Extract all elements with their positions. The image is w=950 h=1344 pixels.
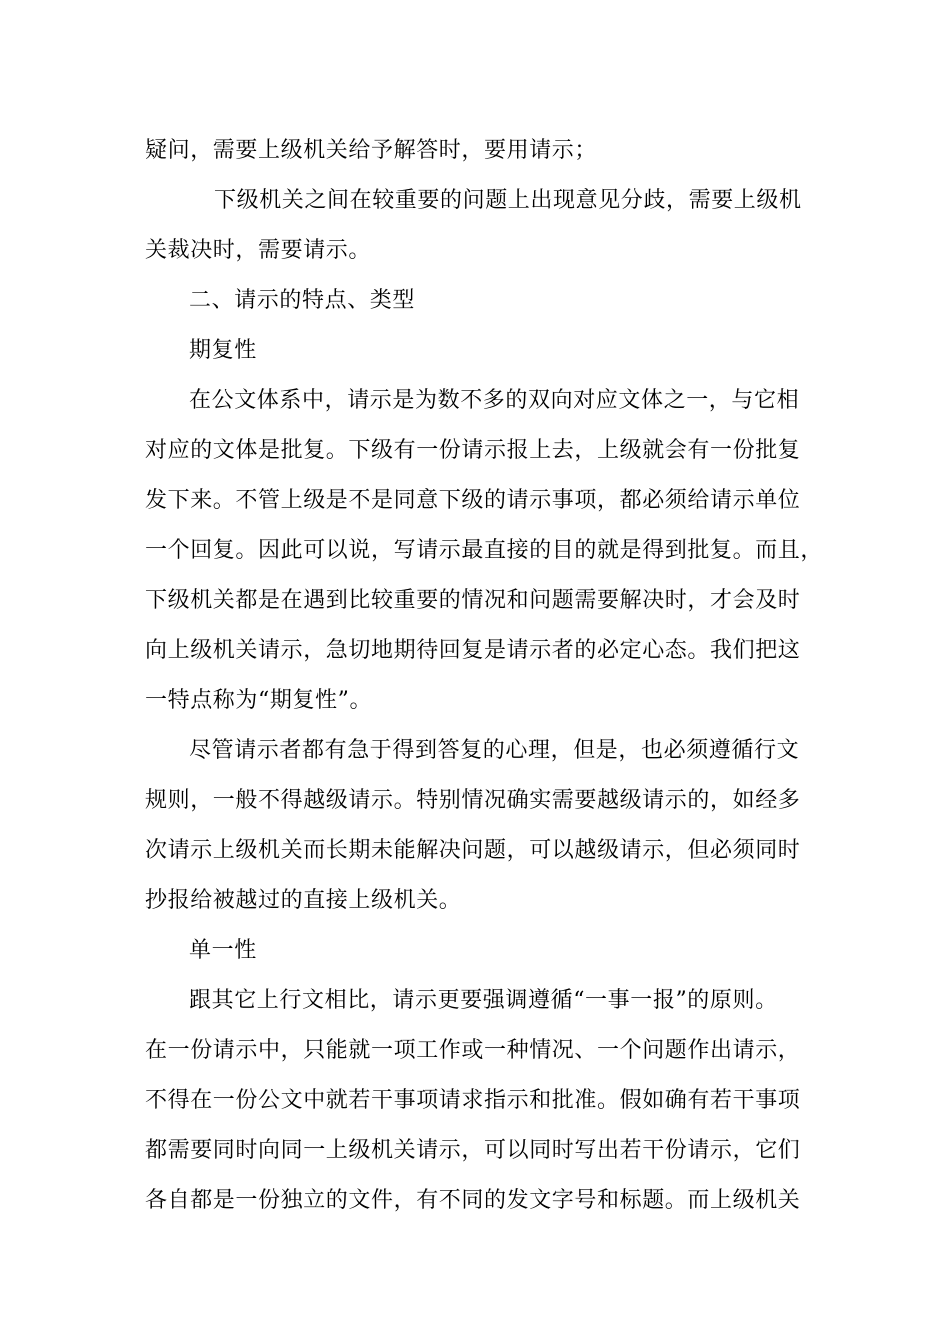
- text-line: 尽管请示者都有急于得到答复的心理，但是，也必须遵循行文: [189, 738, 800, 763]
- text-line: 规则，一般不得越级请示。特别情况确实需要越级请示的，如经多: [145, 788, 801, 813]
- text-line: 对应的文体是批复。下级有一份请示报上去，上级就会有一份批复: [145, 438, 801, 463]
- section-heading: 二、请示的特点、类型: [189, 288, 416, 313]
- subheading: 单一性: [189, 938, 257, 963]
- text-line: 一特点称为“期复性”。: [145, 688, 373, 713]
- text-line: 关裁决时，需要请示。: [145, 238, 372, 263]
- text-line: 向上级机关请示，急切地期待回复是请示者的必定心态。我们把这: [145, 638, 801, 663]
- text-line: 下级机关之间在较重要的问题上出现意见分歧，需要上级机: [214, 188, 802, 213]
- subheading: 期复性: [189, 338, 257, 363]
- text-line: 发下来。不管上级是不是同意下级的请示事项，都必须给请示单位: [145, 488, 801, 513]
- text-line: 下级机关都是在遇到比较重要的情况和问题需要解决时，才会及时: [145, 588, 801, 613]
- text-line: 不得在一份公文中就若干事项请求指示和批准。假如确有若干事项: [145, 1088, 801, 1113]
- text-line: 跟其它上行文相比，请示更要强调遵循“一事一报”的原则。: [189, 988, 778, 1013]
- text-line: 次请示上级机关而长期未能解决问题，可以越级请示，但必须同时: [145, 838, 801, 863]
- text-line: 抄报给被越过的直接上级机关。: [145, 888, 462, 913]
- text-line: 一个回复。因此可以说，写请示最直接的目的就是得到批复。而且，: [145, 538, 824, 563]
- text-line: 各自都是一份独立的文件，有不同的发文字号和标题。而上级机关: [145, 1188, 801, 1213]
- text-line: 在公文体系中，请示是为数不多的双向对应文体之一，与它相: [189, 388, 800, 413]
- text-line: 疑问，需要上级机关给予解答时，要用请示；: [145, 138, 598, 163]
- text-line: 都需要同时向同一上级机关请示，可以同时写出若干份请示，它们: [145, 1138, 801, 1163]
- text-line: 在一份请示中，只能就一项工作或一种情况、一个问题作出请示，: [145, 1038, 801, 1063]
